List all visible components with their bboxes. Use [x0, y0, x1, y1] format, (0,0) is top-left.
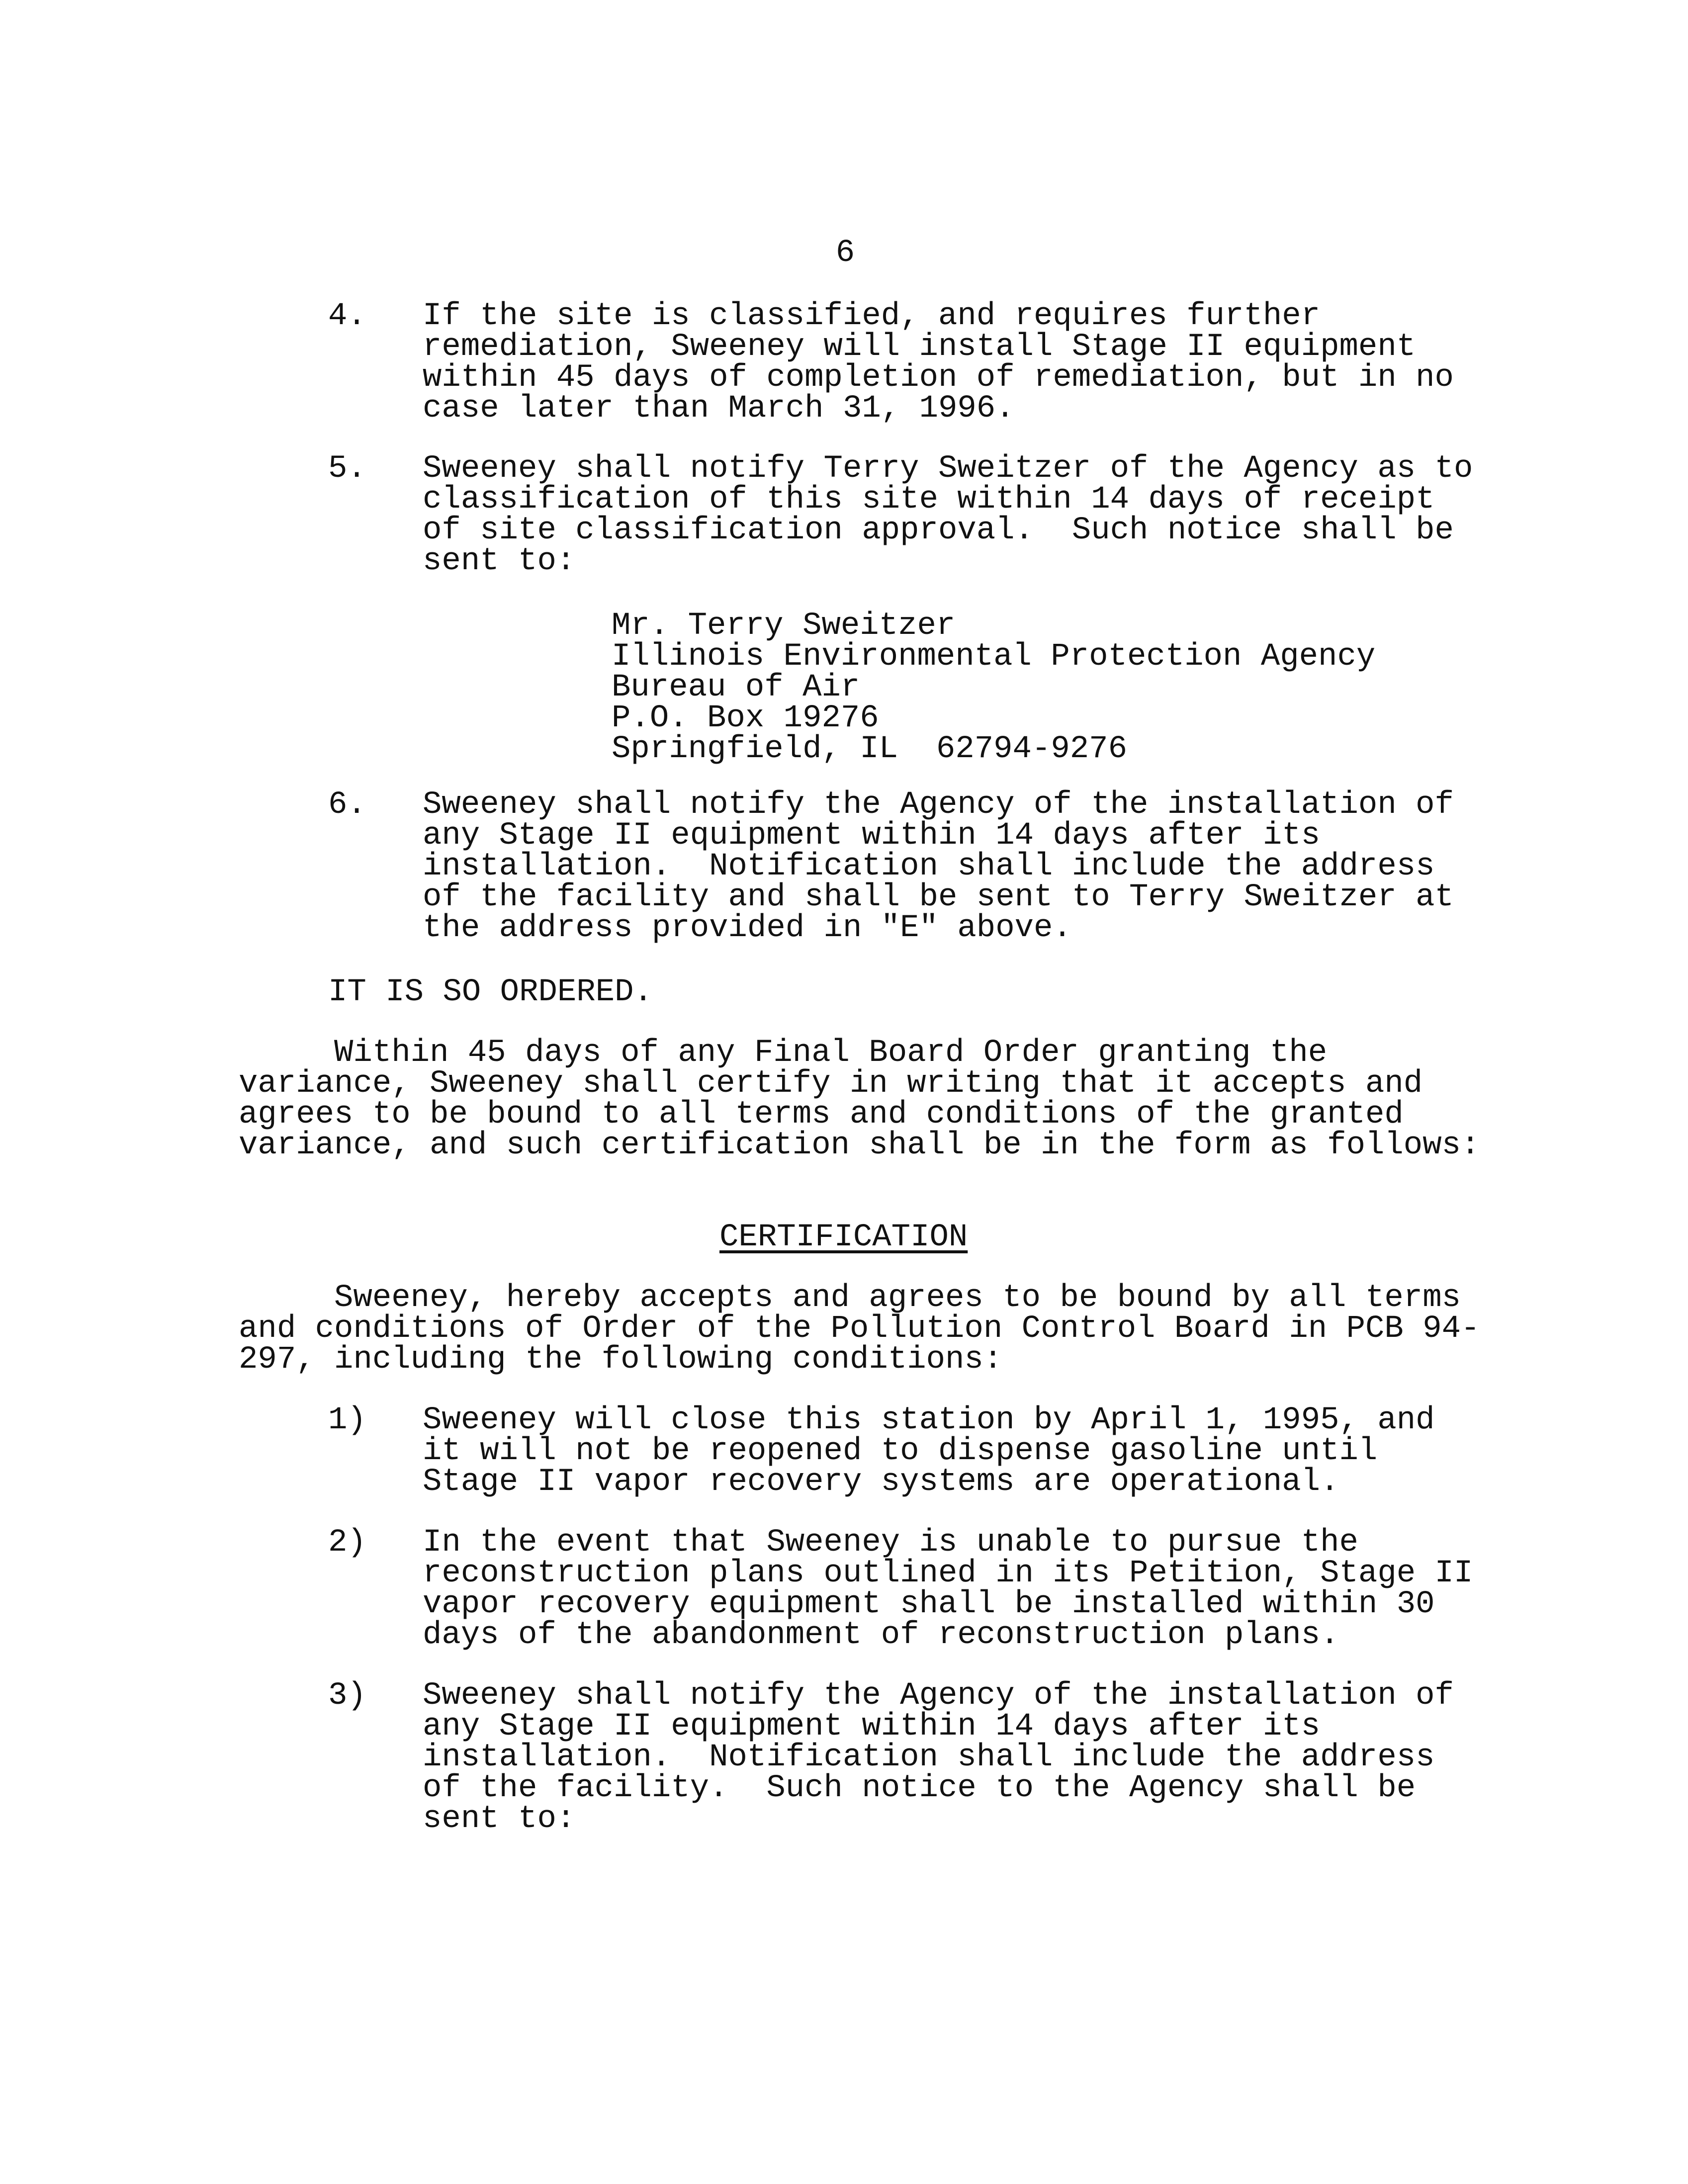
condition-text	[423, 1402, 1435, 1500]
item-text	[423, 789, 1454, 944]
paragraph-line: and conditions of Order of the Pollution Control Board in PCB 94-	[239, 1311, 1480, 1347]
item-text	[423, 298, 1454, 427]
item-line: remediation, Sweeney will install Stage II equipment	[423, 329, 1416, 365]
paragraph-line: agrees to be bound to all terms and conditions of the granted	[239, 1097, 1404, 1133]
address-line: P.O. Box 19276	[612, 700, 879, 736]
item-text	[423, 453, 1473, 577]
condition-line: it will not be reopened to dispense gasoline until	[423, 1433, 1378, 1469]
condition-number: 2)	[328, 1525, 366, 1561]
paragraph-line: variance, and such certification shall be in the form as follows:	[239, 1128, 1480, 1163]
condition-text	[423, 1680, 1454, 1835]
acceptance-paragraph	[239, 1035, 1480, 1163]
item-number: 6.	[328, 787, 366, 823]
item-line: installation. Notification shall include the address	[423, 849, 1435, 884]
condition-line: Sweeney shall notify the Agency of the installation of	[423, 1678, 1454, 1714]
certification-heading: CERTIFICATION	[719, 1220, 968, 1255]
condition-line: In the event that Sweeney is unable to pursue the	[423, 1525, 1358, 1561]
paragraph-line: Within 45 days of any Final Board Order granting the	[239, 1035, 1328, 1071]
page-number: 6	[835, 235, 855, 271]
order-statement: IT IS SO ORDERED.	[328, 974, 653, 1010]
item-line: sent to:	[423, 543, 576, 579]
item-line: the address provided in "E" above.	[423, 910, 1072, 946]
item-line: Sweeney shall notify Terry Sweitzer of the Agency as to	[423, 451, 1473, 487]
condition-line: Stage II vapor recovery systems are operational.	[423, 1464, 1339, 1500]
address-line: Mr. Terry Sweitzer	[612, 608, 956, 644]
condition-number: 3)	[328, 1678, 366, 1714]
paragraph-line: variance, Sweeney shall certify in writing that it accepts and	[239, 1066, 1423, 1102]
address-line: Bureau of Air	[612, 670, 860, 705]
condition-line: of the facility. Such notice to the Agency shall be	[423, 1770, 1416, 1806]
item-line: classification of this site within 14 days of receipt	[423, 482, 1435, 518]
condition-line: vapor recovery equipment shall be installed within 30	[423, 1586, 1435, 1622]
item-line: any Stage II equipment within 14 days after its	[423, 818, 1321, 854]
mailing-address	[612, 608, 1376, 767]
item-line: within 45 days of completion of remediation, but in no	[423, 360, 1454, 396]
condition-line: Sweeney will close this station by April 1, 1995, and	[423, 1402, 1435, 1438]
item-line: If the site is classified, and requires further	[423, 298, 1321, 334]
item-line: case later than March 31, 1996.	[423, 391, 1015, 427]
condition-line: days of the abandonment of reconstruction plans.	[423, 1617, 1339, 1653]
condition-text	[423, 1527, 1473, 1651]
item-number: 5.	[328, 451, 366, 487]
item-number: 4.	[328, 298, 366, 334]
condition-line: sent to:	[423, 1801, 576, 1837]
condition-line: installation. Notification shall include the address	[423, 1740, 1435, 1775]
item-line: of site classification approval. Such notice shall be	[423, 513, 1454, 548]
condition-number: 1)	[328, 1402, 366, 1438]
condition-line: reconstruction plans outlined in its Petition, Stage II	[423, 1556, 1473, 1591]
item-line: Sweeney shall notify the Agency of the installation of	[423, 787, 1454, 823]
paragraph-line: Sweeney, hereby accepts and agrees to be bound by all terms	[239, 1280, 1461, 1316]
condition-line: any Stage II equipment within 14 days after its	[423, 1709, 1321, 1745]
address-line: Illinois Environmental Protection Agency	[612, 639, 1376, 675]
item-line: of the facility and shall be sent to Terry Sweitzer at	[423, 879, 1454, 915]
certification-intro	[239, 1280, 1480, 1378]
address-line: Springfield, IL 62794-9276	[612, 731, 1127, 767]
paragraph-line: 297, including the following conditions:	[239, 1342, 1003, 1378]
